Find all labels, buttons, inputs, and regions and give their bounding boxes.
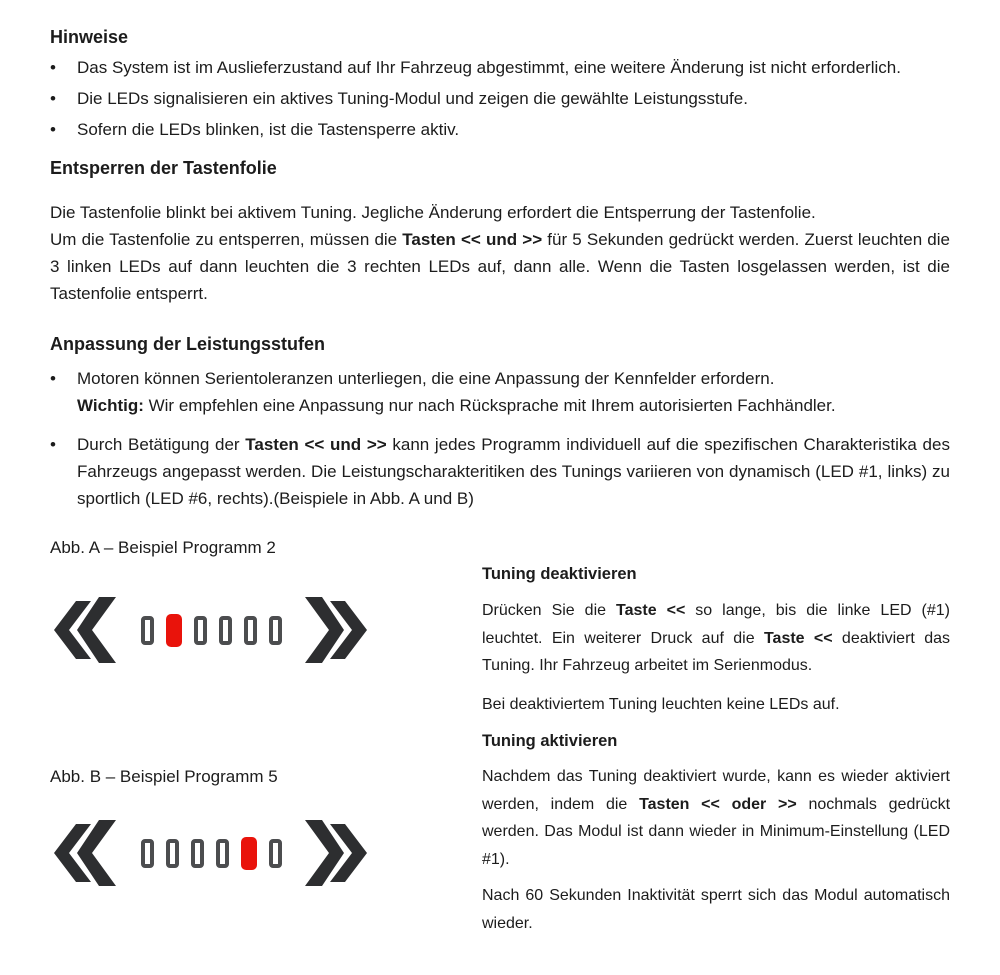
figure-a-label: Abb. A – Beispiel Programm 2: [50, 538, 276, 557]
bullet-marker: •: [50, 369, 56, 388]
entsperren-paragraph: [50, 199, 950, 307]
led: [269, 616, 282, 645]
double-chevron-left-icon: [54, 597, 116, 663]
section-title-anpassung: Anpassung der Leistungsstufen: [50, 334, 326, 354]
bullet-text: Die LEDs signalisieren ein aktives Tuning-Modul und zeigen die gewählte Leistungsstufe.: [77, 89, 748, 108]
list-item: [50, 116, 950, 143]
instructions-column: [482, 534, 950, 937]
bullet-marker: •: [50, 120, 56, 139]
led: [166, 614, 182, 647]
figure-b-label: Abb. B – Beispiel Programm 5: [50, 767, 278, 786]
subsection-title-aktivieren: Tuning aktivieren: [482, 732, 618, 750]
led: [241, 837, 257, 870]
list-item: [50, 85, 950, 112]
led: [244, 616, 257, 645]
led: [166, 839, 179, 868]
bullet-marker: •: [50, 435, 56, 454]
bullet-marker: •: [50, 89, 56, 108]
paragraph-line: Wichtig: Wir empfehlen eine Anpassung nur nach Rücksprache mit Ihrem autorisierten Fachhändler.: [77, 396, 836, 415]
double-chevron-left-icon: [54, 820, 116, 886]
led: [191, 839, 204, 868]
bullet-text: [77, 365, 950, 419]
section-title-entsperren: Entsperren der Tastenfolie: [50, 158, 277, 178]
list-item: [50, 431, 950, 512]
list-item: [50, 54, 950, 81]
figures-and-instructions: [50, 534, 950, 937]
bullet-text: Durch Betätigung der Tasten << und >> kann jedes Programm individuell auf die spezifischen Charakteristika des Fahrzeugs angepasst werden. Die Leistungscharakteritiken des Tunings variieren von dynamisch (LED #1, links) zu sportlich (LED #6, rechts).(Beispiele in Abb. A und B): [77, 435, 950, 508]
anpassung-list: [50, 365, 950, 512]
bullet-text: Das System ist im Auslieferzustand auf Ihr Fahrzeug abgestimmt, eine weitere Änderung ist nicht erforderlich.: [77, 58, 901, 77]
paragraph: Drücken Sie die Taste << so lange, bis die linke LED (#1) leuchtet. Ein weiterer Druck auf die Taste << deaktiviert das Tuning. Ihr Fahrzeug arbeitet im Serienmodus.: [482, 602, 950, 674]
bullet-text: Sofern die LEDs blinken, ist die Tastensperre aktiv.: [77, 120, 460, 139]
paragraph-line: Motoren können Serientoleranzen unterliegen, die eine Anpassung der Kennfelder erfordern.: [77, 369, 775, 388]
paragraph-line: Die Tastenfolie blinkt bei aktivem Tuning. Jegliche Änderung erfordert die Entsperrung der Tastenfolie.: [50, 203, 816, 222]
double-chevron-right-icon: [305, 820, 367, 886]
figures-column: [50, 534, 482, 937]
paragraph-line: Um die Tastenfolie zu entsperren, müssen die Tasten << und >> für 5 Sekunden gedrückt werden. Zuerst leuchten die 3 linken LEDs auf dann leuchten die 3 rechten LEDs auf, dann alle. Wenn die Tasten losgelassen werden, ist die Tastenfolie entsperrt.: [50, 230, 950, 303]
list-item: [50, 365, 950, 419]
hinweise-list: [50, 54, 950, 143]
paragraph: Nachdem das Tuning deaktiviert wurde, kann es wieder aktiviert werden, indem die Tasten << oder >> nochmals gedrückt werden. Das Modul ist dann wieder in Minimum-Einstellung (LED #1).: [482, 768, 951, 868]
led-row: [141, 837, 282, 870]
paragraph: Nach 60 Sekunden Inaktivität sperrt sich das Modul automatisch wieder.: [482, 887, 950, 932]
led: [141, 616, 154, 645]
paragraph: Bei deaktiviertem Tuning leuchten keine LEDs auf.: [482, 695, 840, 713]
led: [269, 839, 282, 868]
figure-b-led-display: [54, 820, 482, 886]
bullet-marker: •: [50, 58, 56, 77]
section-title-hinweise: Hinweise: [50, 27, 129, 47]
figure-a-led-display: [54, 597, 482, 663]
led-row: [141, 614, 282, 647]
subsection-title-deaktivieren: Tuning deaktivieren: [482, 565, 637, 583]
double-chevron-right-icon: [305, 597, 367, 663]
led: [194, 616, 207, 645]
led: [141, 839, 154, 868]
led: [216, 839, 229, 868]
led: [219, 616, 232, 645]
